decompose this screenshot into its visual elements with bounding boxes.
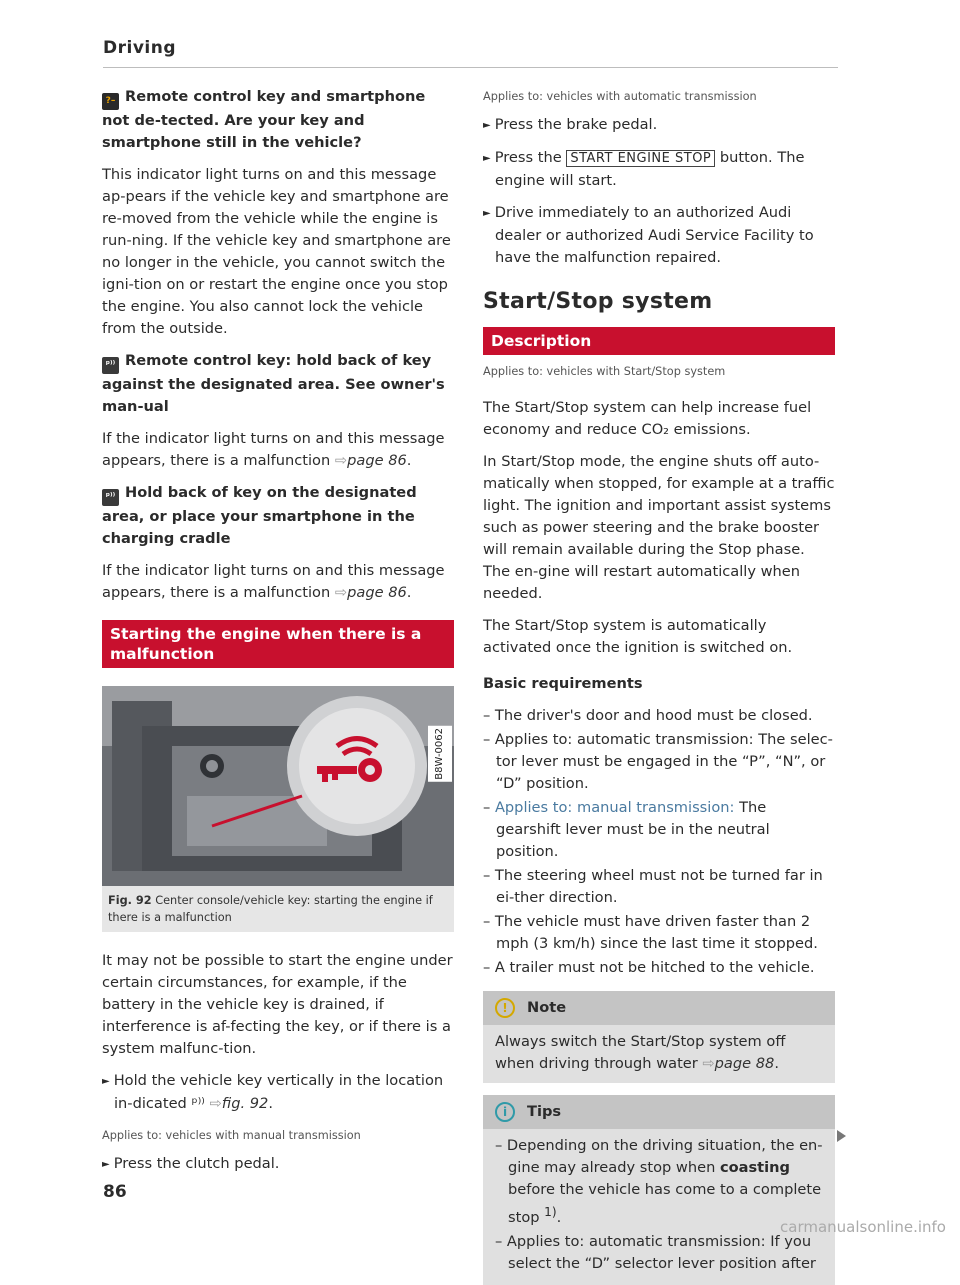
- applies-auto: Applies to: vehicles with automatic transmission: [483, 90, 757, 103]
- section-header-malfunction: Starting the engine when there is a malfunction: [102, 620, 454, 668]
- warning-icon: !: [495, 998, 515, 1018]
- applies-start-stop: Applies to: vehicles with Start/Stop system: [483, 365, 726, 378]
- message-3-body: If the indicator light turns on and this message appears, there is a malfunction ⇨page 86.: [102, 562, 445, 601]
- watermark: carmanualsonline.info: [780, 1218, 946, 1236]
- header-rule: [103, 67, 838, 68]
- page-86-link[interactable]: page 86: [347, 584, 407, 601]
- requirement-item: – A trailer must not be hitched to the vehicle.: [483, 959, 815, 976]
- requirement-item: – The steering wheel must not be turned far in ei-ther direction.: [483, 867, 823, 906]
- key-signal-indicator-icon: ᵖ⁾⁾: [102, 357, 119, 374]
- step-clutch: ► Press the clutch pedal.: [102, 1155, 280, 1172]
- tips-box: [483, 1095, 835, 1285]
- key-signal-indicator-icon: ᵖ⁾⁾: [102, 489, 119, 506]
- step-hold-key: ► Hold the vehicle key vertically in the location in-dicated ᵖ⁾⁾ ⇨fig. 92.: [102, 1072, 444, 1112]
- requirement-item: – Applies to: manual transmission: The gearshift lever must be in the neutral position.: [483, 799, 770, 860]
- page-86-link[interactable]: page 86: [347, 452, 407, 469]
- note-title: Note: [527, 999, 567, 1016]
- figure-92-image: [102, 686, 454, 886]
- figure-caption: Fig. 92 Center console/vehicle key: starting the engine if there is a malfunction: [102, 886, 454, 932]
- note-body: Always switch the Start/Stop system off when driving through water ⇨page 88.: [495, 1033, 786, 1072]
- info-icon: i: [495, 1102, 515, 1122]
- message-2-heading: ᵖ⁾⁾ Remote control key: hold back of key against the designated area. See owner's man-ual: [102, 352, 445, 415]
- key-missing-indicator-icon: ?–: [102, 93, 119, 110]
- start-stop-para-2: In Start/Stop mode, the engine shuts off auto-matically when stopped, for example at a traffic light. The ignition and important assist systems such as power steering and the brake booster will remain available during the Stop phase. The en-gine will restart automatically when needed.: [483, 453, 835, 602]
- requirement-item: – Applies to: automatic transmission: The selec-tor lever must be engaged in the “P”, “N”, or “D” position.: [483, 731, 833, 792]
- page-header: [103, 38, 838, 68]
- step-brake: ► Press the brake pedal.: [483, 116, 658, 133]
- basic-requirements-heading: Basic requirements: [483, 675, 643, 692]
- malfunction-body: It may not be possible to start the engine under certain circumstances, for example, if the battery in the vehicle key is drained, if interference is af-fecting the key, or if there is a system malfunc-tion.: [102, 952, 453, 1057]
- right-column: [483, 86, 835, 1285]
- start-stop-para-1: The Start/Stop system can help increase fuel economy and reduce CO₂ emissions.: [483, 399, 812, 438]
- key-signal-icon: ᵖ⁾⁾: [191, 1095, 205, 1112]
- center-console-illustration: [102, 686, 454, 886]
- requirement-item: – The vehicle must have driven faster than 2 mph (3 km/h) since the last time it stopped.: [483, 913, 818, 952]
- description-bar: Description: [483, 327, 835, 355]
- note-box: [483, 991, 835, 1083]
- applies-manual: Applies to: vehicles with manual transmission: [102, 1129, 361, 1142]
- figure-code: B8W-0062: [428, 726, 452, 782]
- tips-body: [483, 1129, 835, 1285]
- page-88-link[interactable]: page 88: [714, 1055, 775, 1072]
- tip-item: – Applies to: automatic transmission: If you select the “D” selector lever position after: [495, 1232, 816, 1272]
- page-number: 86: [103, 1182, 127, 1202]
- message-1-body: This indicator light turns on and this message ap-pears if the vehicle key and smartphone are re-moved from the vehicle while the engine is run-ning. If the vehicle key and smartphone are no longer in the vehicle, you cannot switch the igni-tion on or restart the engine once you stop the engine. You also cannot lock the vehicle from the outside.: [102, 166, 451, 337]
- fig-92-link[interactable]: fig. 92: [221, 1095, 269, 1112]
- tips-title: Tips: [527, 1103, 562, 1120]
- start-engine-stop-button-label: START ENGINE STOP: [566, 150, 715, 167]
- left-column: [102, 86, 454, 1186]
- continue-arrow-icon: [837, 1130, 846, 1142]
- message-3-heading: ᵖ⁾⁾ Hold back of key on the designated area, or place your smartphone in the charging cradle: [102, 484, 417, 547]
- tip-item: – Depending on the driving situation, the en-gine may already stop when coasting before the vehicle has come to a complete stop $^{1)}$.: [495, 1137, 823, 1226]
- start-stop-para-3: The Start/Stop system is automatically activated once the ignition is switched on.: [483, 617, 793, 656]
- step-start-engine: ► Press the START ENGINE STOP button. The engine will start.: [483, 149, 805, 189]
- step-drive-dealer: ► Drive immediately to an authorized Audi dealer or authorized Audi Service Facility to have the malfunction repaired.: [483, 204, 814, 266]
- chapter-title: Driving: [103, 38, 177, 58]
- message-2-body: If the indicator light turns on and this message appears, there is a malfunction ⇨page 86.: [102, 430, 445, 469]
- requirement-item: – The driver's door and hood must be closed.: [483, 707, 813, 724]
- start-stop-heading: Start/Stop system: [483, 289, 713, 314]
- message-1-heading: ?– Remote control key and smartphone not de-tected. Are your key and smartphone still in the vehicle?: [102, 88, 426, 151]
